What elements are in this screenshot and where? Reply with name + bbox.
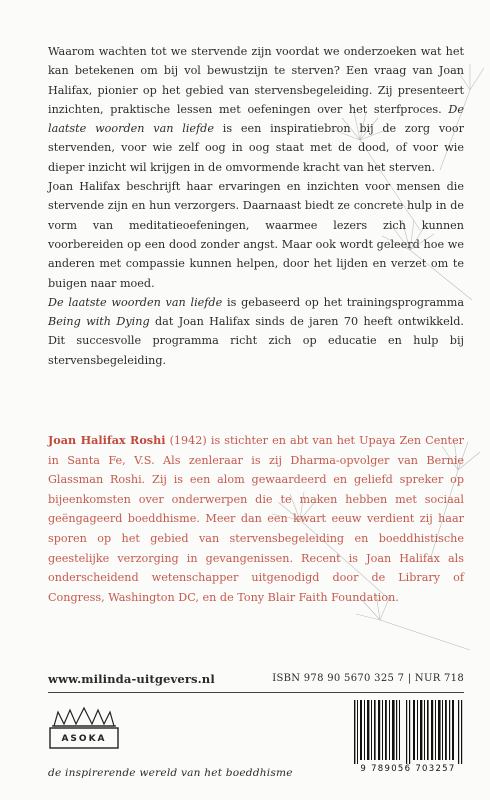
asoka-emblem-icon — [48, 704, 120, 754]
book-title-italic: De laatste woorden van liefde — [48, 295, 223, 309]
logo-wordmark: ASOKA — [61, 734, 107, 744]
author-bio — [48, 431, 464, 607]
footer-divider — [48, 692, 464, 693]
book-description — [48, 42, 464, 370]
author-bio-text: (1942) is stichter en abt van het Upaya Zen Center in Santa Fe, V.S. Als zenleraar is zij Dharma-opvolger van Bernie Glassman Roshi. Zij is een alom gewaardeerd en geliefd spreker op bijeenkomsten over onderwerpen die te maken hebben met sociaal geëngageerd boeddhisme. Meer dan een kwart eeuw verdient zij haar sporen op het gebied van stervensbegeleiding en boeddhistische geestelijke verzorging in gevangenissen. Recent is Joan Halifax als onderscheidend wetenschapper uitgenodigd door de Library of Congress, Washington DC, en de Tony Blair Faith Foundation. — [48, 434, 464, 604]
isbn-nur: ISBN 978 90 5670 325 7 | NUR 718 — [272, 673, 464, 684]
barcode-digits: 9 789056 703257 — [360, 764, 456, 774]
publisher-tagline: de inspirerende wereld van het boeddhisme — [48, 767, 293, 779]
program-title-italic: Being with Dying — [48, 315, 150, 329]
publisher-website: www.milinda-uitgevers.nl — [48, 672, 215, 686]
publisher-info-row — [48, 670, 464, 692]
description-paragraph-2: Joan Halifax beschrijft haar ervaringen en inzichten voor mensen die stervende zijn en hun verzorgers. Daarnaast biedt ze concrete hulp in de vorm van meditatieoefeningen, waarmee lezers zich kunnen voorbereiden op een dood zonder angst. Maar ook wordt geleerd hoe we anderen met compassie kunnen helpen, door het lijden en verzet om te buigen naar moed. — [48, 180, 464, 290]
description-paragraph-3: De laatste woorden van liefde is gebaseerd op het trainingsprogramma Being with Dying dat Joan Halifax sinds de jaren 70 heeft ontwikkeld. Dit succesvolle programma richt zich op educatie en hulp bij stervensbegeleiding. — [48, 295, 464, 367]
description-paragraph-1: Waarom wachten tot we stervende zijn voordat we onderzoeken wat het kan betekenen om bij vol bewustzijn te sterven? Een vraag van Joan Halifax, pionier op het gebied van stervensbegeleiding. Zij presenteert inzichten, praktische lessen met oefeningen over het sterfproces. De laatste woorden van liefde is een inspiratiebron bij de zorg voor stervenden, voor wie zelf oog in oog staat met de dood, of voor wie dieper inzicht wil krijgen in de omvormende kracht van het sterven. — [48, 45, 465, 174]
asoka-logo — [48, 704, 120, 754]
author-name: Joan Halifax Roshi — [48, 433, 166, 447]
book-title-italic: De laatste woorden van liefde — [48, 102, 464, 136]
